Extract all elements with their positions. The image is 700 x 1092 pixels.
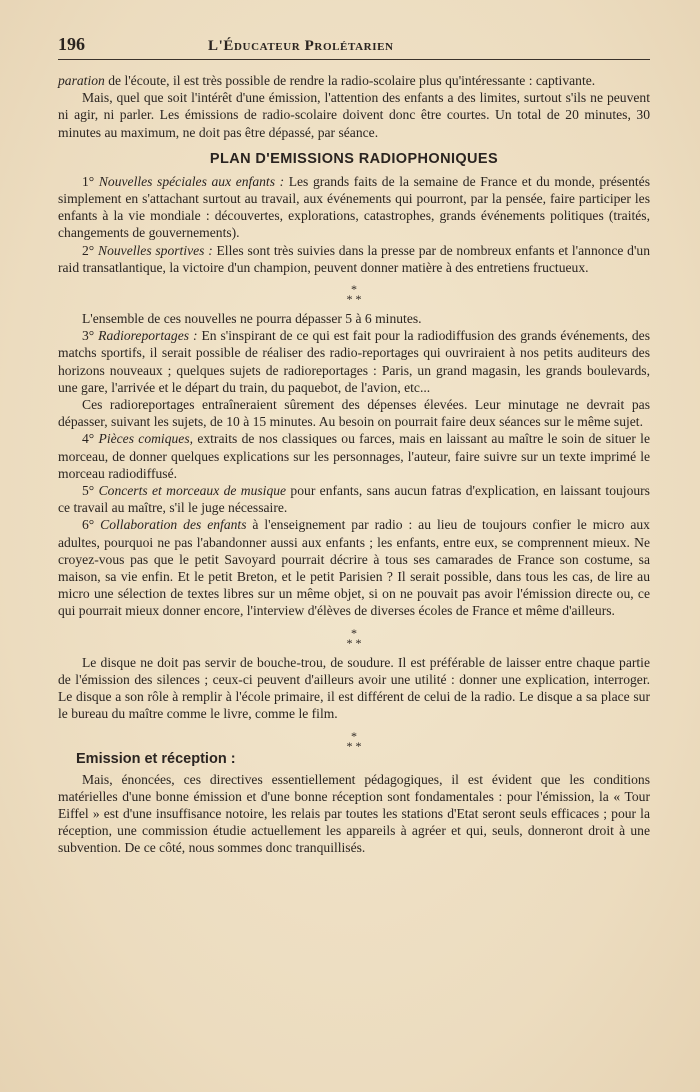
item-5-paragraph: 5° Concerts et morceaux de musique pour enfants, sans aucun fatras d'explication, en laissant toujours ce travail au maître, s'il le juge nécessaire. — [58, 483, 650, 516]
subheading-emission-reception: Emission et réception : — [76, 750, 236, 767]
page-header — [58, 34, 650, 60]
final-paragraph: Mais, énoncées, ces directives essentiellement pédagogiques, il est évident que les conditions matérielles d'une bonne émission et d'une bonne réception sont fondamentales : pour l'émission, la « Tour Eiffel » est d'une insuffisance notoire, les relais par toutes les stations d'Etat seront seuls efficaces ; pour la réception, une commission étudie actuellement les appareils à agréer et qui, seuls, donneront droit à une subvention. De ce côté, nous sommes donc tranquillisés. — [58, 771, 650, 856]
page-number: 196 — [58, 34, 85, 54]
intro-paragraph-limits: Mais, quel que soit l'intérêt d'une émission, l'attention des enfants a des limites, surtout s'ils ne peuvent ni agir, ni parler. Les émissions de radio-scolaire doivent donc être courtes. Un total de 20 minutes, 30 minutes au maximum, ne doit pas être dépassé, par séance. — [58, 90, 650, 140]
asterism-divider: * * * — [346, 625, 362, 650]
item-5-title: Concerts et morceaux de musique — [98, 483, 287, 499]
item-6-title: Collaboration des enfants — [100, 517, 247, 533]
item-4-paragraph: 4° Pièces comiques, extraits de nos classiques ou farces, mais en laissant au maître le soin de situer le morceau, de donner quelques explications sur les personnages, l'auteur, faire suivre sur un texte imprimé le morceau radiodiffusé. — [58, 431, 650, 481]
item-6-paragraph: 6° Collaboration des enfants à l'enseignement par radio : au lieu de toujours confier le micro aux adultes, pourquoi ne pas l'abandonner aussi aux enfants ; les enfants, entre eux, se comprennent mieux. Ne croyez-vous pas que le petit Savoyard pourrait décrire à tous ses camarades de France son costume, sa maison, sa vie enfin. Et le petit Breton, et le petit Parisien ? Il serait possible, dans tous les cas, de lire au micro une sélection de textes libres sur un même objet, si on ne pouvait pas avoir l'émission directe ou, ce qui pourrait mieux donner encore, l'interview d'élèves de diverses écoles de France et même d'ailleurs. — [58, 517, 650, 619]
item-1-title: Nouvelles spéciales aux enfants : — [98, 173, 285, 189]
disque-paragraph: Le disque ne doit pas servir de bouche-trou, de soudure. Il est préférable de laisser entre chaque partie de l'émission des silences ; ceux-ci peuvent d'ailleurs avoir une utilité : donner une explication, interroger. Le disque a son rôle à remplir à l'école primaire, il est différent de celui de la radio. Le disque a sa place sur le bureau du maître comme le livre, comme le film. — [58, 654, 650, 722]
intro-paragraph-continued: paration de l'écoute, il est très possible de rendre la radio-scolaire plus qu'intéressante : captivante. — [58, 73, 596, 88]
item-2-paragraph: 2° Nouvelles sportives : Elles sont très suivies dans la presse par de nombreux enfants et l'annonce d'un raid transatlantique, la victoire d'un champion, peuvent donner matière à des entretiens fructueux. — [58, 242, 650, 275]
item-4-title: Pièces comiques, — [98, 431, 194, 447]
news-note: L'ensemble de ces nouvelles ne pourra dépasser 5 à 6 minutes. — [82, 311, 422, 327]
asterism-divider: * * * — [346, 728, 362, 753]
item-3-title: Radioreportages : — [98, 328, 198, 344]
section-title: PLAN D'EMISSIONS RADIOPHONIQUES — [209, 150, 499, 167]
running-head: L'Éducateur Prolétarien — [208, 38, 394, 54]
reportage-note: Ces radioreportages entraîneraient sûrement des dépenses élevées. Leur minutage ne devrait pas dépasser, suivant les sujets, de 10 à 15 minutes. Au besoin on pourrait faire deux séances sur le même sujet. — [58, 397, 650, 430]
item-2-title: Nouvelles sportives : — [98, 242, 213, 258]
item-3-paragraph: 3° Radioreportages : En s'inspirant de ce qui est fait pour la radiodiffusion des grands événements, des matchs sportifs, il serait possible de réaliser des radio-reportages qui ouvriraient à nos petits auditeurs des horizons nouveaux ; quelques sujets de radioreportages : Paris, un grand magasin, les grands boulevards, une gare, l'arrivée et le départ du train, du paquebot, de l'avion, etc... — [58, 328, 650, 395]
item-1-paragraph: 1° Nouvelles spéciales aux enfants : Les grands faits de la semaine de France et du monde, présentés simplement en s'attachant surtout au travail, aux événements qui pourront, par la pensée, faire participer les enfants à la vie mondiale : découvertes, explorations, catastrophes, grands événements politiques (traités, changements de gouvernements). — [58, 173, 650, 241]
asterism-divider: * * * — [346, 282, 362, 307]
